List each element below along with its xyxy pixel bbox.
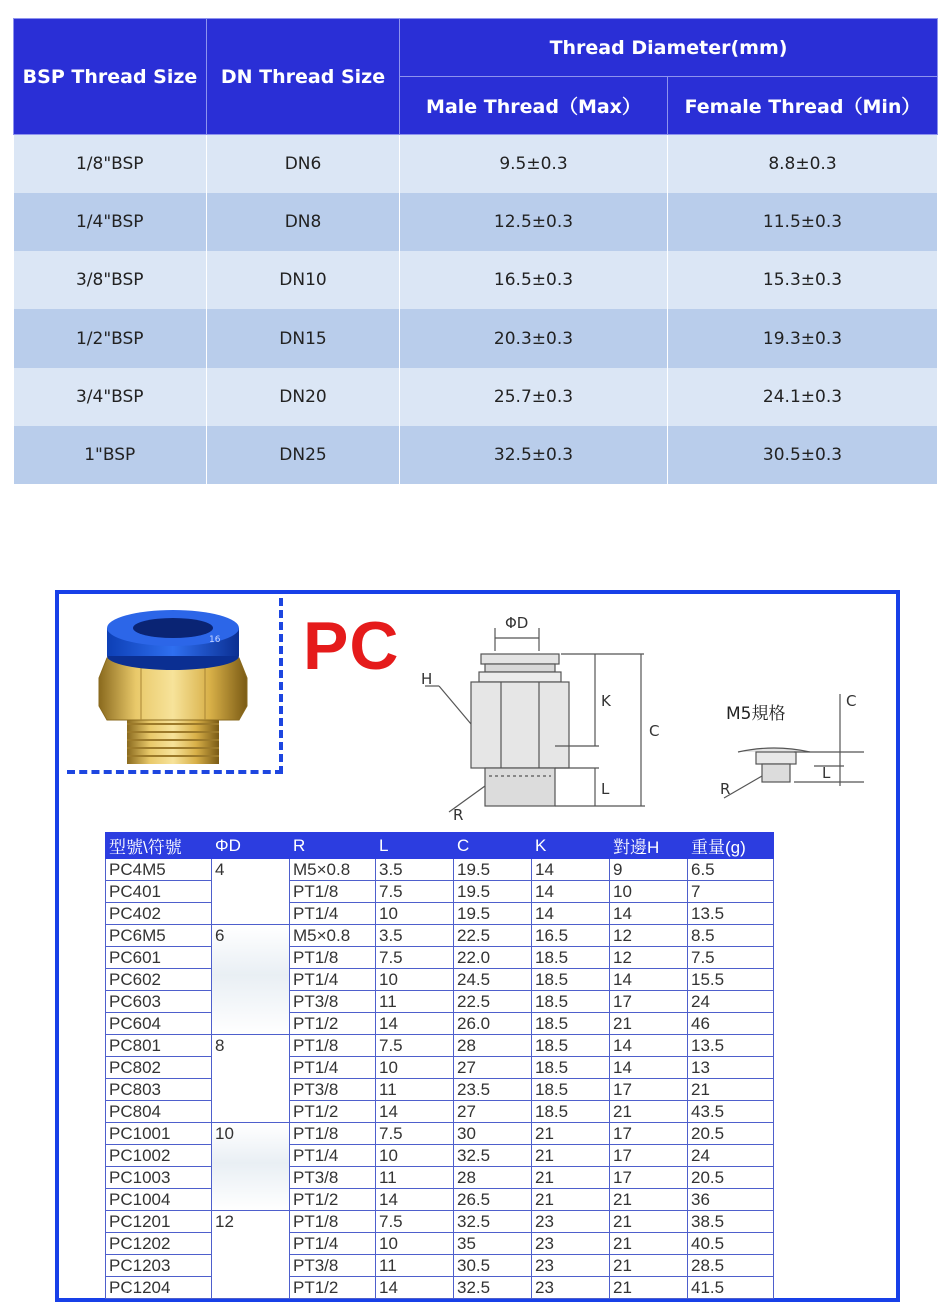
m5-label-r: R [720,780,731,798]
spec-cell-weight: 13 [688,1057,774,1079]
spec-cell-l: 7.5 [376,947,454,969]
spec-cell-weight: 38.5 [688,1211,774,1233]
spec-cell-phi-d: 4 [212,859,290,925]
spec-cell-h: 21 [610,1013,688,1035]
bsp-cell-bsp: 1/2"BSP [14,309,207,367]
spec-cell-k: 18.5 [532,1035,610,1057]
spec-cell-model: PC1001 [106,1123,212,1145]
spec-table-row [106,1035,774,1057]
spec-cell-phi-d: 10 [212,1123,290,1211]
spec-cell-h: 21 [610,1189,688,1211]
spec-cell-model: PC1203 [106,1255,212,1277]
spec-cell-l: 11 [376,1255,454,1277]
spec-cell-model: PC802 [106,1057,212,1079]
spec-table-row [106,903,774,925]
spec-cell-l: 7.5 [376,1123,454,1145]
pc-spec-table [105,832,774,1299]
bsp-cell-dn: DN10 [207,251,400,309]
spec-cell-k: 18.5 [532,1013,610,1035]
spec-cell-h: 21 [610,1277,688,1299]
spec-cell-c: 27 [454,1057,532,1079]
spec-cell-model: PC1003 [106,1167,212,1189]
spec-cell-weight: 13.5 [688,1035,774,1057]
fitting-photo-icon [67,598,279,770]
header-female-thread: Female Thread（Min） [668,77,938,135]
header-bsp-thread-size: BSP Thread Size [14,19,207,135]
spec-cell-h: 10 [610,881,688,903]
spec-table-row [106,947,774,969]
bsp-cell-dn: DN25 [207,426,400,484]
spec-cell-k: 23 [532,1233,610,1255]
spec-cell-c: 19.5 [454,859,532,881]
spec-cell-r: PT1/2 [290,1101,376,1123]
bsp-cell-female: 11.5±0.3 [668,193,938,251]
bsp-cell-dn: DN20 [207,368,400,426]
bsp-table-row [14,251,938,309]
spec-cell-weight: 20.5 [688,1123,774,1145]
spec-table-row [106,859,774,881]
spec-cell-k: 21 [532,1167,610,1189]
spec-cell-l: 7.5 [376,881,454,903]
header-male-thread: Male Thread（Max） [400,77,668,135]
spec-cell-model: PC1002 [106,1145,212,1167]
spec-table-row [106,1255,774,1277]
spec-cell-r: M5×0.8 [290,859,376,881]
spec-cell-c: 22.5 [454,991,532,1013]
bsp-cell-dn: DN8 [207,193,400,251]
spec-cell-k: 18.5 [532,969,610,991]
spec-cell-c: 30 [454,1123,532,1145]
spec-cell-model: PC601 [106,947,212,969]
spec-cell-h: 14 [610,903,688,925]
spec-table-row [106,1167,774,1189]
spec-table-row [106,1145,774,1167]
spec-cell-k: 16.5 [532,925,610,947]
spec-cell-weight: 40.5 [688,1233,774,1255]
spec-cell-model: PC803 [106,1079,212,1101]
pc-fitting-panel [55,590,900,1302]
spec-cell-h: 21 [610,1233,688,1255]
m5-label-l: L [822,764,831,782]
spec-cell-r: PT1/8 [290,1123,376,1145]
spec-table-row [106,1123,774,1145]
spec-cell-h: 9 [610,859,688,881]
spec-cell-l: 10 [376,1145,454,1167]
bsp-cell-male: 12.5±0.3 [400,193,668,251]
m5-spec-label: M5規格 [726,704,786,724]
bsp-cell-female: 19.3±0.3 [668,309,938,367]
spec-table-row [106,1233,774,1255]
spec-cell-l: 10 [376,969,454,991]
spec-cell-weight: 7.5 [688,947,774,969]
spec-cell-weight: 41.5 [688,1277,774,1299]
spec-cell-h: 12 [610,925,688,947]
spec-header-cell: L [376,833,454,859]
spec-cell-k: 21 [532,1145,610,1167]
spec-cell-weight: 21 [688,1079,774,1101]
spec-cell-k: 23 [532,1255,610,1277]
spec-cell-c: 26.5 [454,1189,532,1211]
spec-cell-weight: 15.5 [688,969,774,991]
spec-cell-weight: 13.5 [688,903,774,925]
spec-cell-l: 14 [376,1189,454,1211]
spec-cell-phi-d: 8 [212,1035,290,1123]
spec-cell-k: 21 [532,1123,610,1145]
bsp-cell-bsp: 3/4"BSP [14,368,207,426]
spec-table-row [106,925,774,947]
bsp-table-row [14,368,938,426]
bsp-cell-female: 30.5±0.3 [668,426,938,484]
bsp-table-row [14,426,938,484]
spec-header-cell: R [290,833,376,859]
spec-cell-h: 12 [610,947,688,969]
spec-cell-k: 18.5 [532,991,610,1013]
spec-cell-r: PT1/4 [290,1057,376,1079]
spec-cell-weight: 43.5 [688,1101,774,1123]
bsp-cell-dn: DN6 [207,135,400,194]
spec-table-row [106,1101,774,1123]
spec-cell-k: 14 [532,881,610,903]
spec-table-row [106,1189,774,1211]
spec-header-cell: ΦD [212,833,290,859]
bsp-table-row [14,309,938,367]
spec-cell-c: 28 [454,1167,532,1189]
spec-cell-h: 14 [610,1057,688,1079]
spec-cell-weight: 20.5 [688,1167,774,1189]
spec-cell-k: 23 [532,1277,610,1299]
m5-dimension-drawing [714,686,894,816]
spec-cell-k: 18.5 [532,1057,610,1079]
bsp-table-body [14,135,938,485]
spec-cell-c: 32.5 [454,1211,532,1233]
spec-cell-model: PC4M5 [106,859,212,881]
spec-cell-model: PC1004 [106,1189,212,1211]
label-k: K [601,692,611,710]
spec-cell-model: PC804 [106,1101,212,1123]
spec-cell-weight: 24 [688,991,774,1013]
spec-cell-r: PT3/8 [290,1079,376,1101]
spec-cell-r: PT1/4 [290,903,376,925]
label-l: L [601,780,610,798]
spec-header-cell: K [532,833,610,859]
spec-table-row [106,1079,774,1101]
bsp-table-row [14,135,938,194]
label-r: R [453,806,464,821]
spec-header-cell: 重量(g) [688,833,774,859]
spec-cell-c: 22.0 [454,947,532,969]
spec-cell-model: PC1204 [106,1277,212,1299]
spec-table-row [106,1277,774,1299]
spec-cell-h: 14 [610,969,688,991]
spec-cell-l: 3.5 [376,925,454,947]
bsp-thread-table [13,18,938,484]
spec-cell-c: 19.5 [454,903,532,925]
spec-cell-weight: 6.5 [688,859,774,881]
fitting-size-mark: 16 [209,635,221,645]
spec-table-row [106,1057,774,1079]
spec-table-body [106,859,774,1299]
label-phi-d: ΦD [505,614,529,632]
bsp-cell-male: 9.5±0.3 [400,135,668,194]
label-h: H [421,670,433,688]
spec-cell-weight: 36 [688,1189,774,1211]
spec-cell-l: 7.5 [376,1035,454,1057]
spec-cell-r: M5×0.8 [290,925,376,947]
spec-cell-c: 27 [454,1101,532,1123]
spec-cell-k: 14 [532,859,610,881]
pc-title: PC [303,608,400,684]
spec-cell-h: 17 [610,1145,688,1167]
spec-cell-model: PC603 [106,991,212,1013]
spec-header-cell: 對邊H [610,833,688,859]
spec-cell-l: 3.5 [376,859,454,881]
spec-cell-r: PT1/2 [290,1277,376,1299]
spec-cell-h: 17 [610,1079,688,1101]
spec-cell-c: 32.5 [454,1277,532,1299]
spec-cell-r: PT1/2 [290,1189,376,1211]
spec-cell-k: 18.5 [532,1101,610,1123]
spec-cell-k: 14 [532,903,610,925]
spec-cell-r: PT1/2 [290,1013,376,1035]
spec-cell-r: PT3/8 [290,1255,376,1277]
label-c: C [649,722,660,740]
bsp-cell-male: 25.7±0.3 [400,368,668,426]
bsp-cell-female: 8.8±0.3 [668,135,938,194]
spec-table-row [106,1211,774,1233]
spec-cell-r: PT1/8 [290,1035,376,1057]
spec-cell-c: 19.5 [454,881,532,903]
spec-cell-k: 18.5 [532,1079,610,1101]
spec-cell-c: 35 [454,1233,532,1255]
spec-cell-r: PT1/8 [290,947,376,969]
bsp-cell-bsp: 1"BSP [14,426,207,484]
spec-cell-l: 11 [376,1167,454,1189]
spec-header-cell: 型號\符號 [106,833,212,859]
spec-cell-c: 28 [454,1035,532,1057]
spec-cell-model: PC1202 [106,1233,212,1255]
spec-table-row [106,1013,774,1035]
spec-cell-model: PC801 [106,1035,212,1057]
spec-cell-h: 21 [610,1255,688,1277]
bsp-cell-bsp: 1/4"BSP [14,193,207,251]
spec-cell-weight: 46 [688,1013,774,1035]
spec-cell-r: PT3/8 [290,991,376,1013]
bsp-cell-female: 15.3±0.3 [668,251,938,309]
spec-header-cell: C [454,833,532,859]
bsp-cell-male: 20.3±0.3 [400,309,668,367]
spec-cell-k: 21 [532,1189,610,1211]
spec-cell-weight: 28.5 [688,1255,774,1277]
spec-cell-h: 21 [610,1211,688,1233]
bsp-cell-male: 16.5±0.3 [400,251,668,309]
bsp-cell-dn: DN15 [207,309,400,367]
spec-cell-l: 14 [376,1013,454,1035]
spec-cell-h: 17 [610,1123,688,1145]
spec-cell-weight: 8.5 [688,925,774,947]
spec-cell-c: 26.0 [454,1013,532,1035]
spec-header-row [106,833,774,859]
spec-table-row [106,991,774,1013]
spec-cell-l: 10 [376,1233,454,1255]
spec-cell-r: PT1/4 [290,1233,376,1255]
spec-cell-l: 11 [376,1079,454,1101]
spec-cell-phi-d: 6 [212,925,290,1035]
spec-cell-l: 7.5 [376,1211,454,1233]
bsp-cell-female: 24.1±0.3 [668,368,938,426]
bsp-cell-bsp: 3/8"BSP [14,251,207,309]
bsp-table-row [14,193,938,251]
header-thread-diameter: Thread Diameter(mm) [400,19,938,77]
spec-cell-h: 17 [610,1167,688,1189]
spec-cell-l: 10 [376,903,454,925]
spec-cell-l: 11 [376,991,454,1013]
spec-cell-phi-d: 12 [212,1211,290,1299]
spec-cell-weight: 7 [688,881,774,903]
spec-table-row [106,969,774,991]
spec-cell-k: 18.5 [532,947,610,969]
spec-cell-c: 30.5 [454,1255,532,1277]
spec-cell-r: PT1/8 [290,881,376,903]
spec-cell-l: 10 [376,1057,454,1079]
spec-cell-c: 24.5 [454,969,532,991]
spec-cell-model: PC604 [106,1013,212,1035]
spec-table-row [106,881,774,903]
bsp-cell-male: 32.5±0.3 [400,426,668,484]
spec-cell-l: 14 [376,1101,454,1123]
product-photo-frame [67,598,283,774]
fitting-dimension-drawing [409,606,709,821]
spec-cell-c: 32.5 [454,1145,532,1167]
bsp-cell-bsp: 1/8"BSP [14,135,207,194]
spec-cell-c: 22.5 [454,925,532,947]
spec-cell-h: 17 [610,991,688,1013]
spec-cell-r: PT1/8 [290,1211,376,1233]
spec-cell-h: 14 [610,1035,688,1057]
spec-cell-model: PC1201 [106,1211,212,1233]
spec-cell-c: 23.5 [454,1079,532,1101]
spec-cell-model: PC6M5 [106,925,212,947]
spec-cell-r: PT1/4 [290,969,376,991]
m5-label-c: C [846,692,857,710]
spec-cell-model: PC602 [106,969,212,991]
spec-cell-h: 21 [610,1101,688,1123]
spec-cell-r: PT3/8 [290,1167,376,1189]
spec-cell-weight: 24 [688,1145,774,1167]
spec-cell-r: PT1/4 [290,1145,376,1167]
spec-cell-k: 23 [532,1211,610,1233]
header-dn-thread-size: DN Thread Size [207,19,400,135]
spec-cell-l: 14 [376,1277,454,1299]
spec-cell-model: PC402 [106,903,212,925]
spec-cell-model: PC401 [106,881,212,903]
